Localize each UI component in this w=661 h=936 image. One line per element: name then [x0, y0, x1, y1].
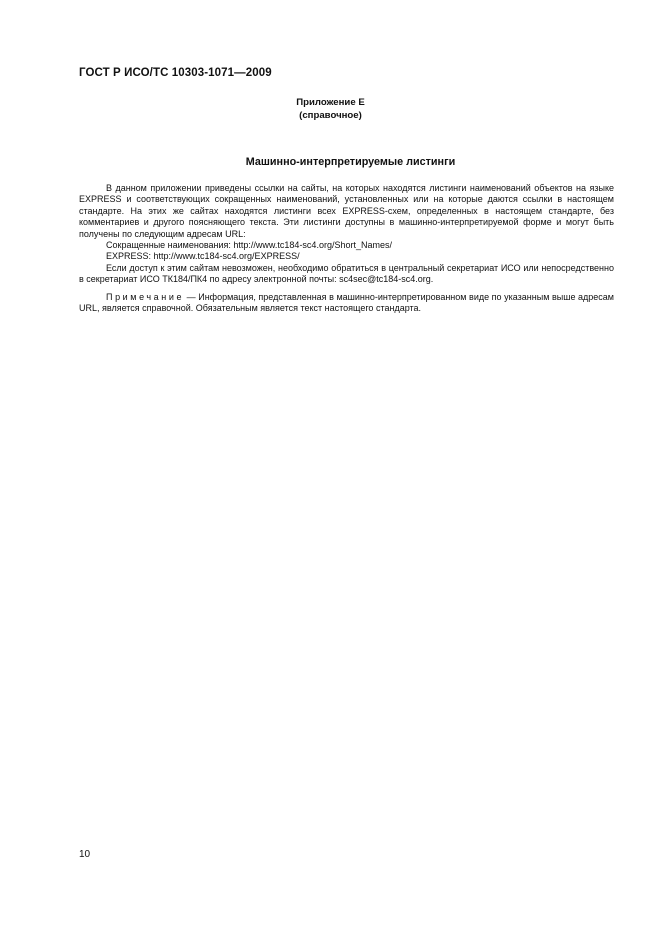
intro-paragraph: В данном приложении приведены ссылки на сайты, на которых находятся листинги наименований объектов на языке EXPRESS и соответствующих сокращенных наименований, установленных или на которые даются ссылки в настоящем стандарте. На этих же сайтах находятся листинги всех EXPRESS-схем, определенных в настоящем стандарте, без комментариев и другого поясняющего текста. Эти листинги доступны в машинно-интерпретируемой форме и могут быть получены по следующим адресам URL:	[79, 183, 614, 239]
standard-header: ГОСТ Р ИСО/ТС 10303-1071—2009	[79, 67, 272, 79]
body-text	[79, 183, 614, 314]
section-title: Машинно-интерпретируемые листинги	[245, 156, 456, 168]
short-names-url-line: Сокращенные наименования: http://www.tc184-sc4.org/Short_Names/	[106, 240, 392, 251]
appendix-subtitle: (справочное)	[299, 110, 362, 121]
express-url-line: EXPRESS: http://www.tc184-sc4.org/EXPRESS/	[106, 251, 300, 262]
note-paragraph	[79, 292, 614, 315]
note-label: Примечание	[106, 291, 185, 302]
appendix-heading	[0, 96, 661, 122]
page-number: 10	[79, 849, 91, 860]
contact-paragraph: Если доступ к этим сайтам невозможен, необходимо обратиться в центральный секретариат ИСО или непосредственно в секретариат ИСО ТК184/ПК4 по адресу электронной почты: sc4sec@tc184-sc4.org.	[79, 262, 614, 285]
appendix-title: Приложение Е	[296, 97, 365, 108]
note-text: — Информация, представленная в машинно-интерпретированном виде по указанным выше адресам URL, является справочной. Обязательным является текст настоящего стандарта.	[79, 291, 614, 314]
